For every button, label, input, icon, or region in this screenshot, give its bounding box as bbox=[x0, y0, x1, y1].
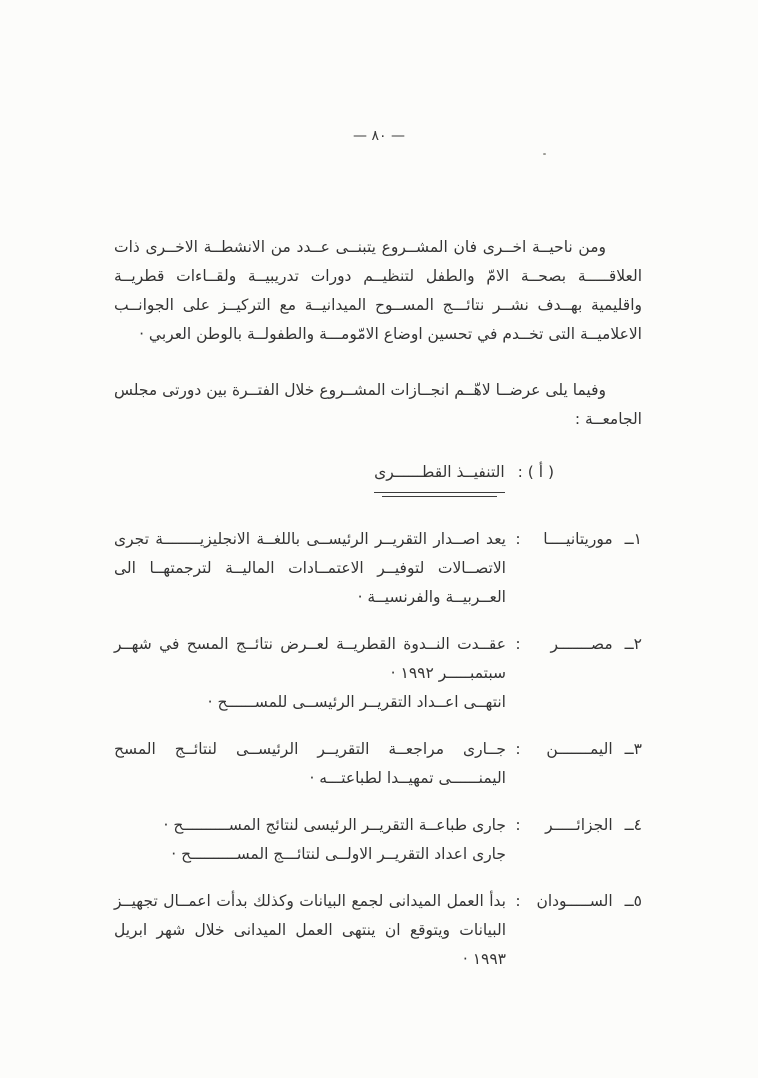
item-body bbox=[114, 735, 506, 793]
item-number: ١ــ bbox=[624, 530, 642, 548]
country-list bbox=[114, 525, 642, 974]
item-label bbox=[530, 525, 642, 612]
item-text: بدأ العمل الميدانى لجمع البيانات وكذلك بدأت اعمــال تجهيــز البيانات ويتوقع ان ينتهى العمل الميدانى خلال شهر ابريل ١٩٩٣ · bbox=[114, 892, 506, 968]
colon-separator: : bbox=[515, 816, 521, 834]
country-name: مصـــــــر bbox=[550, 635, 613, 653]
page-number: — ٨٠ — bbox=[353, 128, 405, 144]
item-label bbox=[530, 735, 642, 793]
item-number: ٣ــ bbox=[624, 740, 642, 758]
country-name: الجزائـــــر bbox=[545, 816, 613, 834]
item-text-2: انتهــى اعــداد التقريــر الرئيســى للمســــــح · bbox=[207, 693, 506, 711]
item-text: جارى طباعــة التقريــر الرئيسى لنتائج المســــــــــح · bbox=[163, 816, 506, 834]
item-text-2: جارى اعداد التقريــر الاولــى لنتائـــج المســــــــــح · bbox=[171, 845, 506, 863]
list-item bbox=[114, 525, 642, 612]
heading-underline bbox=[382, 496, 497, 497]
item-text: عقــدت النــدوة القطريــة لعــرض نتائــج المسح في شهــر سبتمبـــــر ١٩٩٢ · bbox=[114, 635, 506, 682]
list-item bbox=[114, 887, 642, 974]
country-name: موريتانيــــا bbox=[543, 530, 613, 548]
item-body bbox=[114, 525, 506, 612]
heading-title-text: التنفيــذ القطــــــرى bbox=[374, 463, 505, 481]
document-content bbox=[114, 233, 642, 992]
list-item bbox=[114, 735, 642, 793]
item-text: جــارى مراجعــة التقريــر الرئيســى لنتائــج المسح اليمنــــــى تمهيــدا لطباعتـــه · bbox=[114, 740, 506, 787]
item-label bbox=[530, 630, 642, 717]
country-name: اليمـــــــن bbox=[546, 740, 613, 758]
item-body bbox=[114, 811, 506, 869]
item-number: ٢ــ bbox=[624, 635, 642, 653]
country-name: الســـــودان bbox=[536, 892, 613, 910]
item-label bbox=[530, 887, 642, 974]
colon-separator: : bbox=[515, 740, 521, 758]
paragraph-intro: ومن ناحيــة اخــرى فان المشــروع يتبنــى عــدد من الانشطــة الاخــرى ذات العلاقـــــة بصحــة الامّ والطفل لتنظيــم دورات تدريبيــة ولقــاءات قطريــة واقليمية بهــدف نشــر نتائـــج المســوح الميدانيــة مع التركيــز على الجوانــب الاعلاميــة التى تخــدم في تحسين اوضاع الامّومـــة والطفولــة بالوطن العربي · bbox=[114, 238, 642, 343]
list-item bbox=[114, 630, 642, 717]
colon-separator: : bbox=[515, 635, 521, 653]
section-heading bbox=[114, 458, 554, 493]
item-body bbox=[114, 630, 506, 717]
item-body bbox=[114, 887, 506, 974]
item-number: ٥ــ bbox=[624, 892, 642, 910]
item-label bbox=[530, 811, 642, 869]
paragraph-achievements-lead: وفيما يلى عرضــا لاهّــم انجــازات المشــروع خلال الفتــرة بين دورتى مجلس الجامعــة : bbox=[114, 381, 642, 428]
item-number: ٤ــ bbox=[624, 816, 642, 834]
scan-artifact-dot bbox=[543, 153, 546, 155]
list-item bbox=[114, 811, 642, 869]
colon-separator: : bbox=[515, 892, 521, 910]
colon-separator: : bbox=[515, 530, 521, 548]
heading-title bbox=[374, 458, 505, 493]
heading-prefix: ( أ ) : bbox=[517, 463, 554, 481]
item-text: يعد اصــدار التقريــر الرئيســى باللغــة الانجليزيــــــــة تجرى الاتصــالات لتوفيــر الاعتمــادات الماليــة لترجمتهــا الى العــربيــة والفرنسيــة · bbox=[114, 530, 506, 606]
